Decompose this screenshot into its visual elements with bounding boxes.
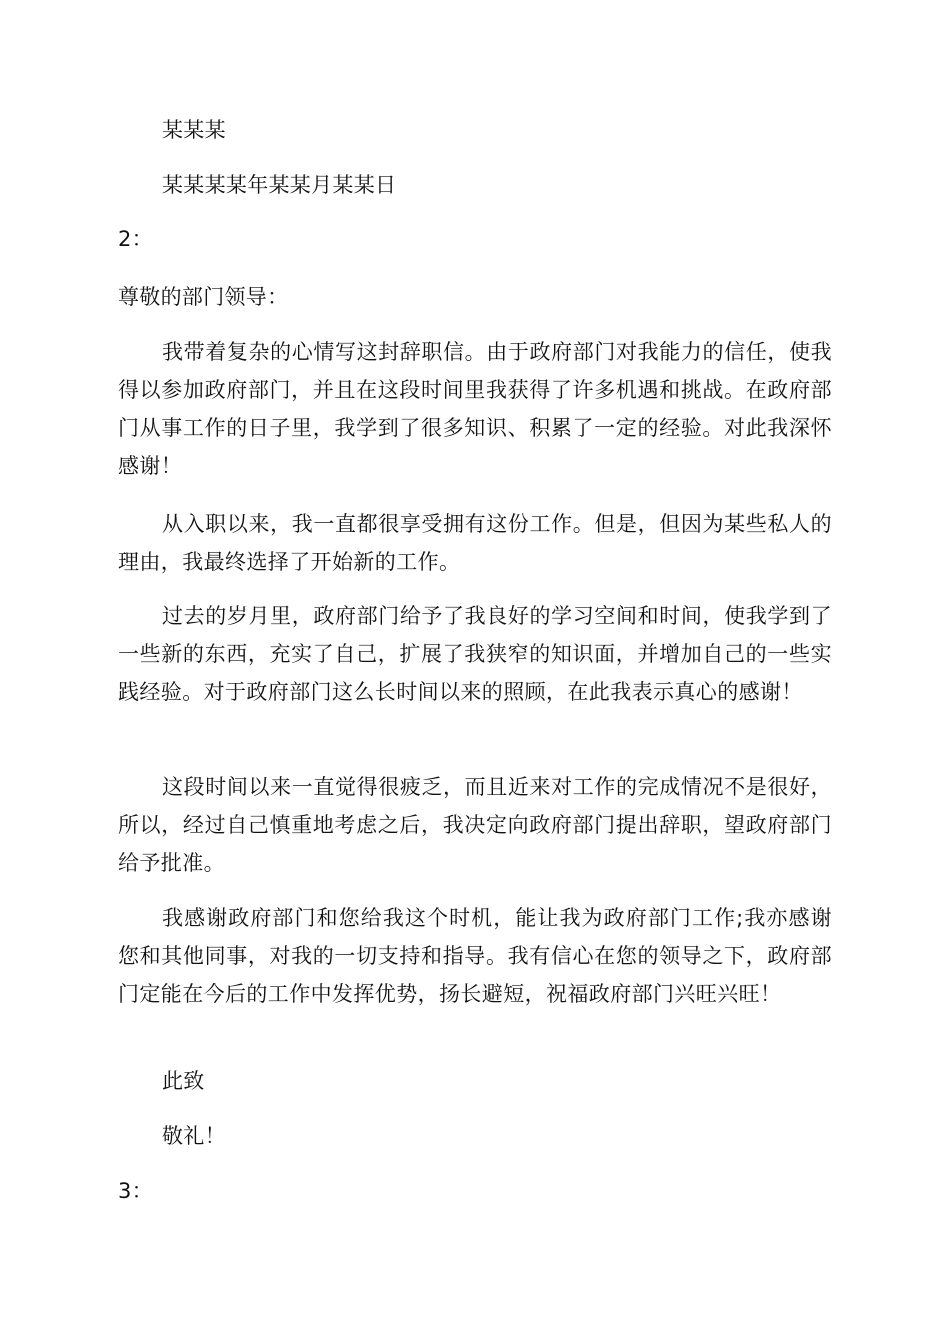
section-number-3: 3： xyxy=(118,1179,153,1203)
body-paragraph-3: 过去的岁月里，政府部门给予了我良好的学习空间和时间，使我学到了一些新的东西，充实了自己，扩展了我狭窄的知识面，并增加自己的一些实践经验。对于政府部门这么长时间以来的照顾，在此我表示真心的感谢！ xyxy=(118,604,832,704)
closing-jingli: 敬礼！ xyxy=(162,1124,226,1148)
body-paragraph-4: 这段时间以来一直觉得很疲乏，而且近来对工作的完成情况不是很好，所以，经过自己慎重地考虑之后，我决定向政府部门提出辞职，望政府部门给予批准。 xyxy=(118,775,832,875)
closing-cizhi: 此致 xyxy=(162,1069,205,1093)
salutation: 尊敬的部门领导： xyxy=(118,285,289,309)
signature-date: 某某某某年某某月某某日 xyxy=(162,173,397,197)
section-number-2: 2： xyxy=(118,227,153,251)
signature-name: 某某某 xyxy=(162,118,226,142)
body-paragraph-5: 我感谢政府部门和您给我这个时机，能让我为政府部门工作;我亦感谢您和其他同事，对我的一切支持和指导。我有信心在您的领导之下，政府部门定能在今后的工作中发挥优势，扬长避短，祝福政府部门兴旺兴旺！ xyxy=(118,906,832,1006)
body-paragraph-1: 我带着复杂的心情写这封辞职信。由于政府部门对我能力的信任，使我得以参加政府部门，并且在这段时间里我获得了许多机遇和挑战。在政府部门从事工作的日子里，我学到了很多知识、积累了一定的经验。对此我深怀感谢！ xyxy=(118,340,832,478)
body-paragraph-2: 从入职以来，我一直都很享受拥有这份工作。但是，但因为某些私人的理由，我最终选择了开始新的工作。 xyxy=(118,512,832,574)
